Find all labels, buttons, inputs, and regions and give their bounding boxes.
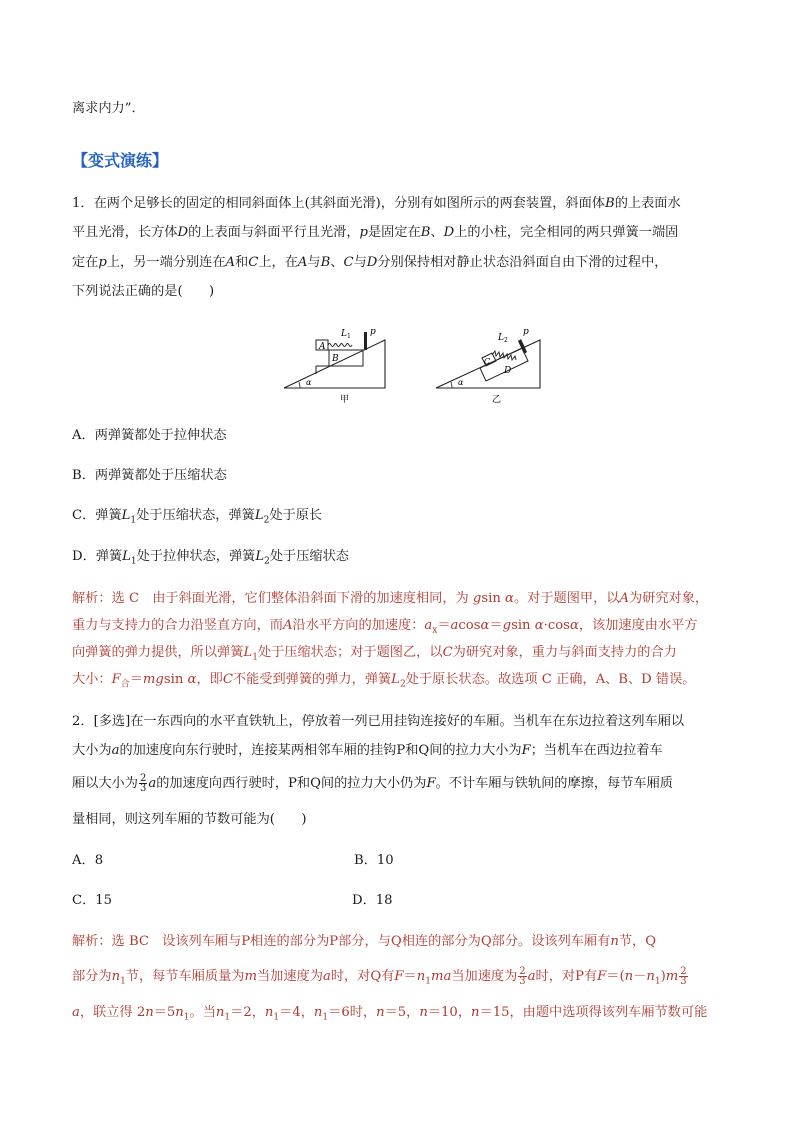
label-d: D <box>504 366 512 376</box>
q1-option-d: D．弹簧$L_1$处于拉伸状态，弹簧$L_2$处于压缩状态 <box>72 549 349 567</box>
q2-option-b: B．10 <box>354 853 394 868</box>
q1-line-2: 平且光滑，长方体D的上表面与斜面平行且光滑，p是固定在B、D上的小柱，完全相同的两只弹簧一端固 <box>72 225 679 240</box>
a2-line-3: a，联立得 $2n=5n_1$。当$n_1=2$，$n_1=4$，$n_1=6$时，n＝5，n＝10，n＝15，由题中选项得该列车厢节数可能 <box>72 1005 708 1023</box>
intro-tail: 离求内力”． <box>72 101 145 116</box>
label-b: B <box>332 354 339 364</box>
q1-option-b: B．两弹簧都处于压缩状态 <box>72 468 227 483</box>
q2-line-3: 厢以大小为 $\frac{2}{3}$ a的加速度向西行驶时，P和Q间的拉力大小仍为F。不计车厢与铁轨间的摩擦，每节车厢质 <box>72 773 673 794</box>
q2-option-d: D．18 <box>352 893 393 908</box>
q2-line-4: 量相同，则这列车厢的节数可能为( ) <box>72 812 307 827</box>
figure-yi <box>436 327 540 405</box>
label-c: C <box>484 357 491 366</box>
figure-jia <box>284 327 385 405</box>
q2-option-c: C．15 <box>72 893 113 908</box>
a1-line-4: 大小：$F_合=mgsin$ α，即C不能受到弹簧的弹力，弹簧$L_2$处于原长状态。故选项 C 正确，A、B、D 错误。 <box>72 672 696 690</box>
label-l2: L <box>498 333 504 343</box>
a2-line-1: 解析：选 BC 设该列车厢与P相连的部分为P部分，与Q相连的部分为Q部分。设该列车厢有n节，Q <box>72 934 657 949</box>
fraction-two-thirds: $\frac{2}{3}$ <box>139 773 147 794</box>
a1-line-2: 重力与支持力的合力沿竖直方向，而A沿水平方向的加速度：$a_x=acos\alpha=gsin$ α·cosα，该加速度由水平方 <box>72 618 698 636</box>
label-alpha-jia: α <box>306 378 312 387</box>
a1-line-1: 解析：选 C 由于斜面光滑，它们整体沿斜面下滑的加速度相同，为 gsin α。对于题图甲，以A为研究对象， <box>72 591 709 606</box>
label-p-yi: p <box>523 327 529 337</box>
label-p-jia: p <box>370 327 376 337</box>
q1-line-1: 1．在两个足够长的固定的相同斜面体上(其斜面光滑)，分别有如图所示的两套装置，斜面体B的上表面水 <box>72 196 681 211</box>
caption-jia: 甲 <box>340 395 350 405</box>
spring-l1 <box>328 344 352 347</box>
q1-option-a: A．两弹簧都处于拉伸状态 <box>72 428 227 443</box>
q2-line-1: 2．[多选]在一东西向的水平直铁轨上，停放着一列已用挂钩连接好的车厢。当机车在东边拉着这列车厢以 <box>72 714 685 729</box>
a2-line-2: 部分为$n_1$节，每节车厢质量为m当加速度为a时，对Q有$F=n_1ma$当加速度为 $\frac{2}{3}$ a时，对P有$F=(n-n_1)m$ $\frac{2}{3}$ <box>72 966 687 987</box>
q2-option-a: A．8 <box>72 853 104 868</box>
q1-figures <box>270 318 560 408</box>
label-a: A <box>319 342 326 352</box>
fraction-two-thirds-b: $\frac{2}{3}$ <box>680 966 687 987</box>
q2-line-2: 大小为a的加速度向东行驶时，连接某两相邻车厢的挂钩P和Q间的拉力大小为F；当机车在西边拉着车 <box>72 743 663 758</box>
label-alpha-yi: α <box>458 378 464 387</box>
section-heading: 【变式演练】 <box>72 151 169 170</box>
q1-line-4: 下列说法正确的是( ) <box>72 284 215 299</box>
label-l2-sub: 2 <box>504 337 508 344</box>
label-l1: L <box>341 329 347 339</box>
a1-line-3: 向弹簧的弹力提供，所以弹簧$L_1$处于压缩状态；对于题图乙，以C为研究对象，重力与斜面支持力的合力 <box>72 645 677 663</box>
label-l1-sub: 1 <box>347 333 351 340</box>
q1-line-3: 定在p上，另一端分别连在A和C上，在A与B、C与D分别保持相对静止状态沿斜面自由下滑的过程中， <box>72 255 668 270</box>
caption-yi: 乙 <box>492 395 502 405</box>
q1-option-c: C．弹簧$L_1$处于压缩状态，弹簧$L_2$处于原长 <box>72 508 323 526</box>
fraction-two-thirds-a: $\frac{2}{3}$ <box>519 966 526 987</box>
post-p-jia <box>364 332 367 350</box>
